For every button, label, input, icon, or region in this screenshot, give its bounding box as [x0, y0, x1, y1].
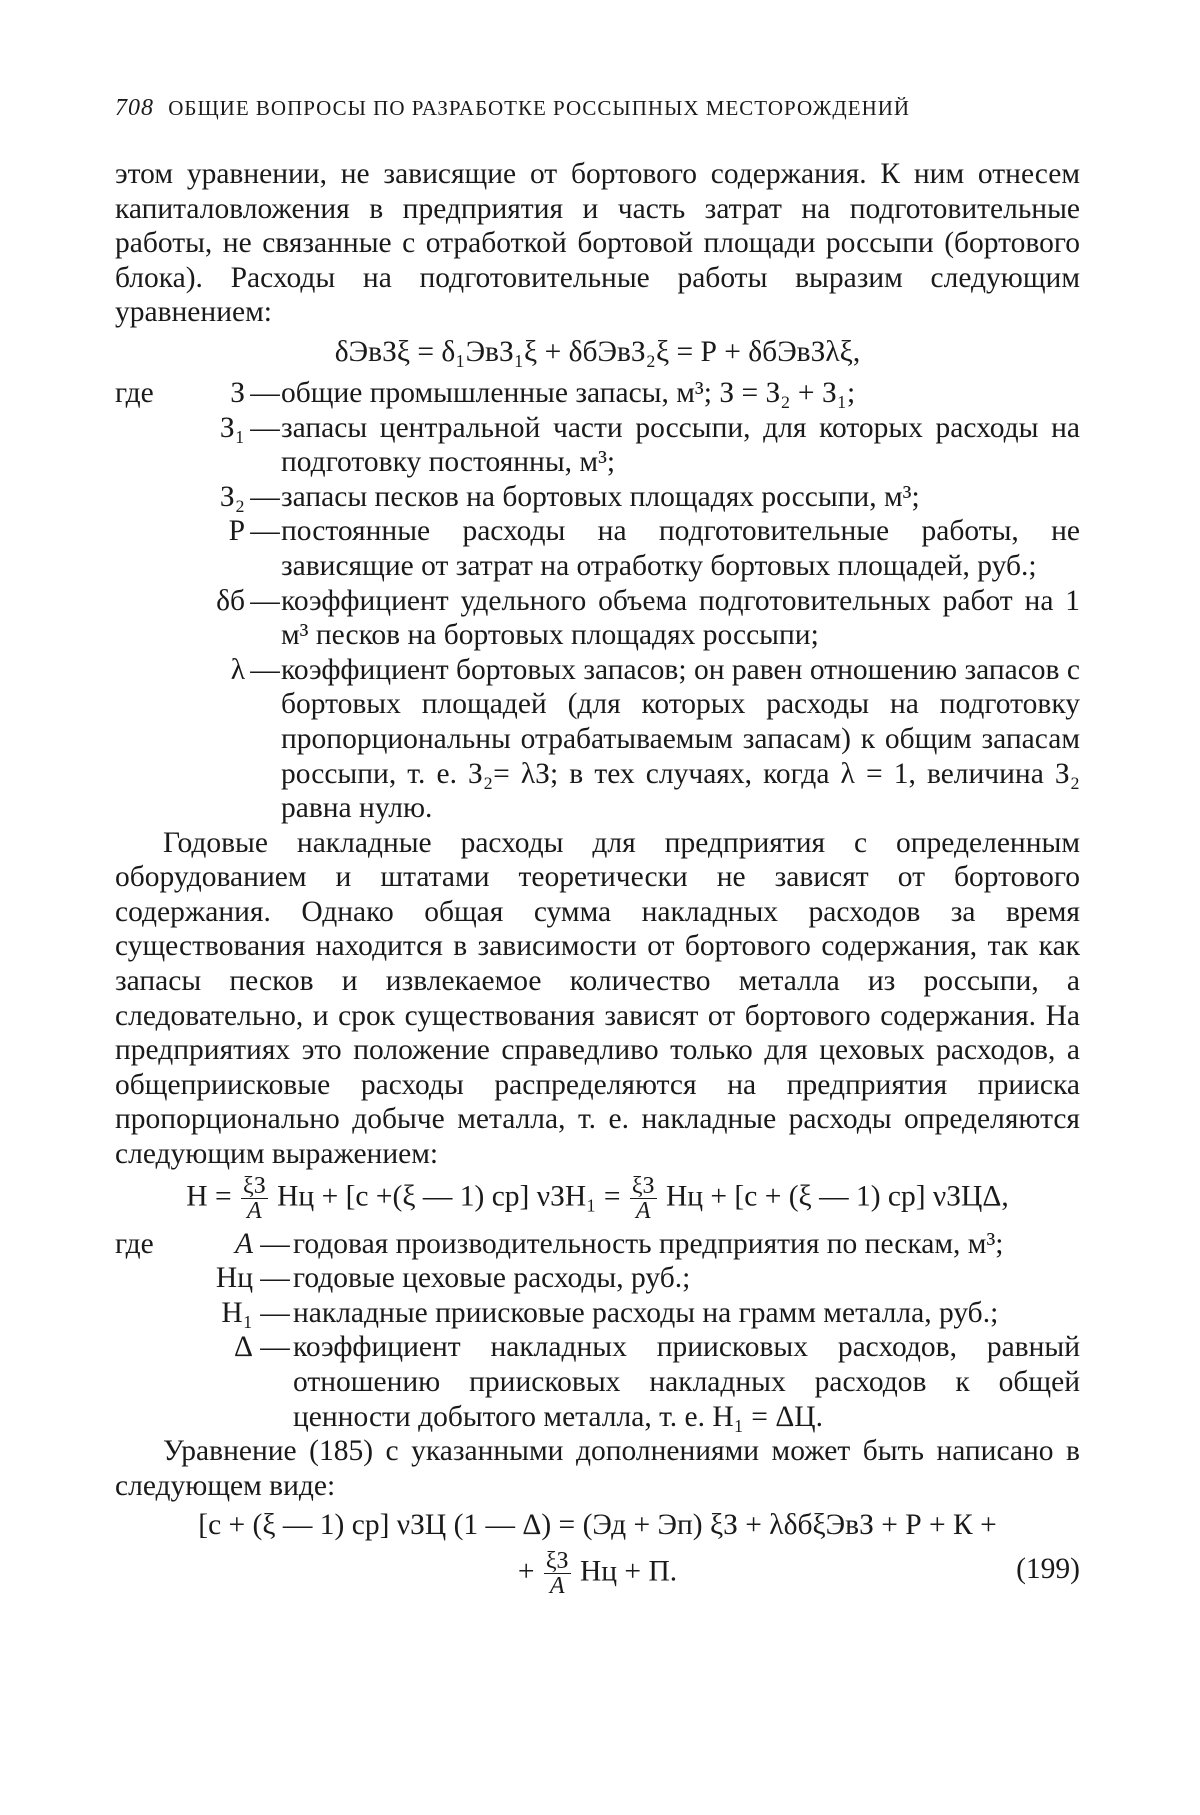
definition-item: З₁ — запасы центральной части россыпи, для которых расходы на подготовку постоянны, м³; [115, 411, 1080, 480]
definition-item: где З — общие промышленные запасы, м³; З = З₂ + З₁; [115, 376, 1080, 411]
page [115, 95, 1080, 1602]
page-number: 708 [115, 95, 154, 121]
equation-overhead: Н = ξЗ А Нц + [с +(ξ — 1) ср] νЗН₁ = ξЗ А Нц + [с + (ξ — 1) ср] νЗЦΔ, [115, 1174, 1080, 1223]
fraction: ξЗ А [241, 1174, 268, 1223]
running-title: ОБЩИЕ ВОПРОСЫ ПО РАЗРАБОТКЕ РОССЫПНЫХ МЕСТОРОЖДЕНИЙ [168, 96, 910, 120]
definition-item: Р — постоянные расходы на подготовительные работы, не зависящие от затрат на отработку бортовых площадей, руб.; [115, 514, 1080, 583]
paragraph-2: Годовые накладные расходы для предприятия с определенным оборудованием и штатами теоретически не зависят от бортового содержания. Однако общая сумма накладных расходов за время существования находится в зависимости от бортового содержания, так как запасы песков и извлекаемое количество металла из россыпи, а следовательно, и срок существования зависят от бортового содержания. На предприятиях это положение справедливо только для цеховых расходов, а общеприисковые расходы распределяются на предприятия прииска пропорционально добыче металла, т. е. накладные расходы определяются следующим выражением: [115, 826, 1080, 1172]
definition-item: где А — годовая производительность предприятия по пескам, м³; [115, 1227, 1080, 1262]
equation-199-line-2: + ξЗ А Нц + П. (199) [115, 1549, 1080, 1598]
equation-preparatory-costs: δЭвЗξ = δ₁ЭвЗ₁ξ + δбЭвЗ₂ξ = Р + δбЭвЗλξ, [115, 332, 1080, 372]
body-text [115, 157, 1080, 1598]
definition-item: Нц — годовые цеховые расходы, руб.; [115, 1261, 1080, 1296]
definition-item: Δ — коэффициент накладных приисковых расходов, равный отношению приисковых накладных расходов к общей ценности добытого металла, т. е. Н₁ = ΔЦ. [115, 1330, 1080, 1434]
equation-number: (199) [1016, 1549, 1080, 1589]
fraction: ξЗ А [630, 1174, 657, 1223]
definitions-list-1 [115, 376, 1080, 826]
definition-item: λ — коэффициент бортовых запасов; он равен отношению запасов с бортовых площадей (для которых расходы на подготовку пропорциональны отрабатываемым запасам) к общим запасам россыпи, т. е. З₂= λЗ; в тех случаях, когда λ = 1, величина З₂ равна нулю. [115, 653, 1080, 826]
definition-item: З₂ — запасы песков на бортовых площадях россыпи, м³; [115, 480, 1080, 515]
paragraph-1: этом уравнении, не зависящие от бортового содержания. К ним отнесем капиталовложения в предприятия и часть затрат на подготовительные работы, не связанные с отработкой бортовой площади россыпи (бортового блока). Расходы на подготовительные работы выразим следующим уравнением: [115, 157, 1080, 330]
definitions-list-2 [115, 1227, 1080, 1435]
running-header [115, 95, 1080, 122]
paragraph-3: Уравнение (185) с указанными дополнениями может быть написано в следующем виде: [115, 1434, 1080, 1503]
equation-199-line-1: [с + (ξ — 1) ср] νЗЦ (1 — Δ) = (Эд + Эп) ξЗ + λδбξЭвЗ + Р + К + [115, 1505, 1080, 1545]
fraction: ξЗ А [544, 1549, 571, 1598]
definition-item: δб — коэффициент удельного объема подготовительных работ на 1 м³ песков на бортовых площадях россыпи; [115, 584, 1080, 653]
definition-item: Н₁ — накладные приисковые расходы на грамм металла, руб.; [115, 1296, 1080, 1331]
